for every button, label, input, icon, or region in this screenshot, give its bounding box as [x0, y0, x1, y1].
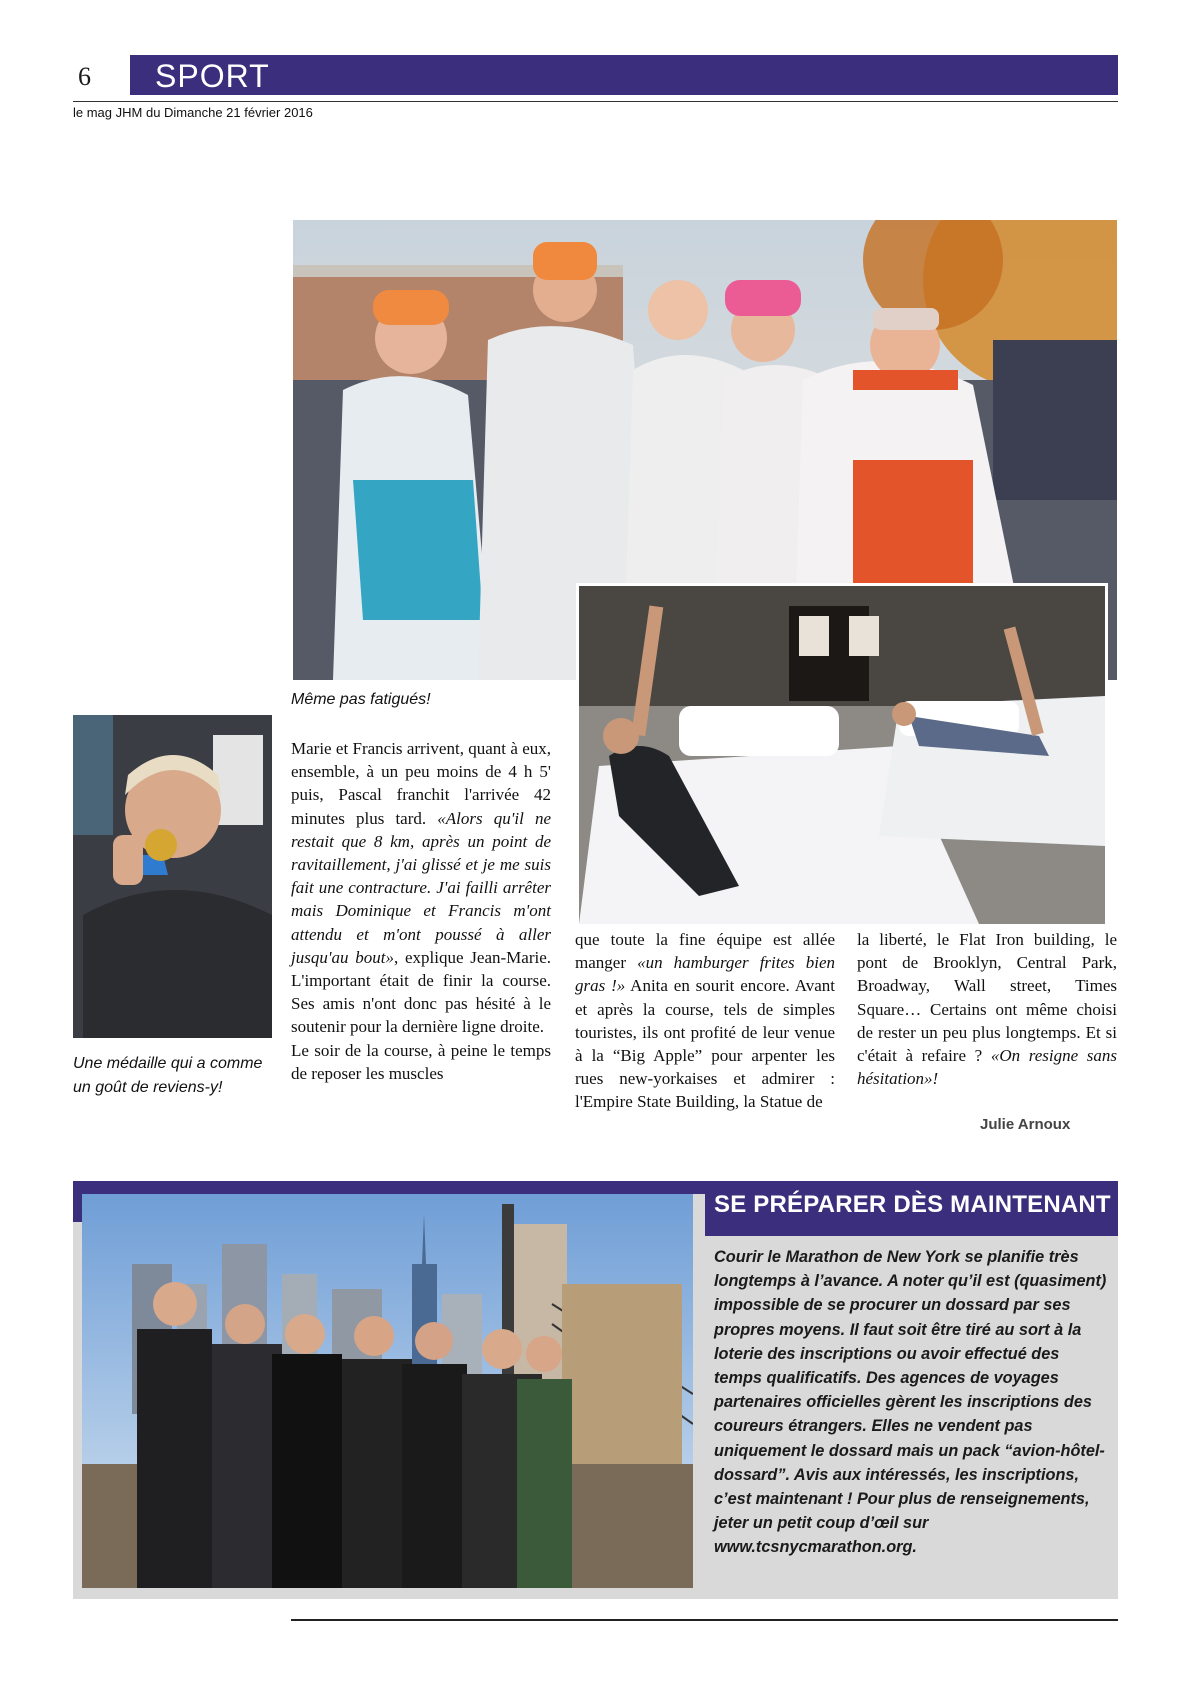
article-text: la liberté, le Flat Iron building, le pont de Brooklyn, Central Park, Broadway, Wall street, Times Square… Certains ont même choisi de rester un peu plus longtemps. Et si c'était à refaire ? [857, 930, 1117, 1066]
article-quote: «On resigne sans hésitation»! [857, 1046, 1117, 1089]
medal-photo [73, 715, 272, 1038]
section-title: SPORT [155, 58, 270, 94]
article-column-1 [291, 737, 551, 1085]
header-divider [130, 55, 134, 95]
article-paragraph: Le soir de la course, à peine le temps de reposer les muscles [291, 1040, 551, 1083]
info-box-paragraph: Courir le Marathon de New York se planifie très longtemps à l’avance. A noter qu’il est (quasiment) impossible de se procurer un dossard par ses propres moyens. Il faut soit être tiré au sort à la loterie des inscriptions ou avoir effectué des temps qualificatifs. Des agences de voyages partenaires officielles gèrent les inscriptions des coureurs étrangers. Elles ne vendent pas uniquement le dossard mais un pack “avion-hôtel-dossard”. Avis aux intéressés, les inscriptions, c’est maintenant ! Pour plus de renseignements, jeter un petit coup d’œil sur www.tcsnycmarathon.org. [714, 1248, 1107, 1557]
issue-line: le mag JHM du Dimanche 21 février 2016 [73, 105, 313, 120]
article-quote: «un hamburger frites bien gras !» [575, 953, 835, 996]
footer-rule [291, 1619, 1118, 1621]
article-paragraph [575, 928, 835, 1114]
header-divider [137, 55, 141, 95]
article-column-2 [575, 928, 835, 1114]
article-paragraph [291, 737, 551, 1039]
article-text: , explique Jean-Marie. L'important était de finir la course. Ses amis n'ont donc pas hésité à le soutenir pour la dernière ligne droite. [291, 947, 551, 1037]
info-box-text [714, 1245, 1109, 1560]
article-paragraph [857, 928, 1117, 1090]
header-rule [73, 101, 1118, 102]
article-text: Anita en sourit encore. Avant et après la course, tels de simples touristes, ils ont profité de leur venue à la “Big Apple” pour arpenter les rues new-yorkaises et admirer : l'Empire State Building, la Statue de [575, 976, 835, 1112]
article-text: Marie et Francis arrivent, quant à eux, ensemble, à un peu moins de 4 h 5' puis, Pascal franchit l'arrivée 42 minutes plus tard. [291, 739, 551, 828]
medal-photo-caption: Une médaille qui a comme un goût de reviens-y! [73, 1055, 263, 1096]
page-number: 6 [78, 62, 91, 91]
info-box-left-bar [73, 1181, 82, 1222]
article-text: que toute la fine équipe est allée manger [575, 930, 835, 973]
author-byline: Julie Arnoux [980, 1116, 1071, 1133]
brooklyn-bridge-group-photo [82, 1194, 693, 1588]
info-box-title: SE PRÉPARER DÈS MAINTENANT [714, 1191, 1111, 1218]
article-quote: «Alors qu'il ne restait que 8 km, après un point de ravitaillement, j'ai glissé et je me suis fait une contracture. J'ai failli arrêter mais Dominique et Francis m'ont attendu et m'ont poussé à aller jusqu'au bout» [291, 808, 552, 967]
group-photo-caption: Même pas fatigués! [291, 691, 431, 708]
article-column-3 [857, 928, 1117, 1090]
hotel-room-photo [576, 583, 1108, 927]
